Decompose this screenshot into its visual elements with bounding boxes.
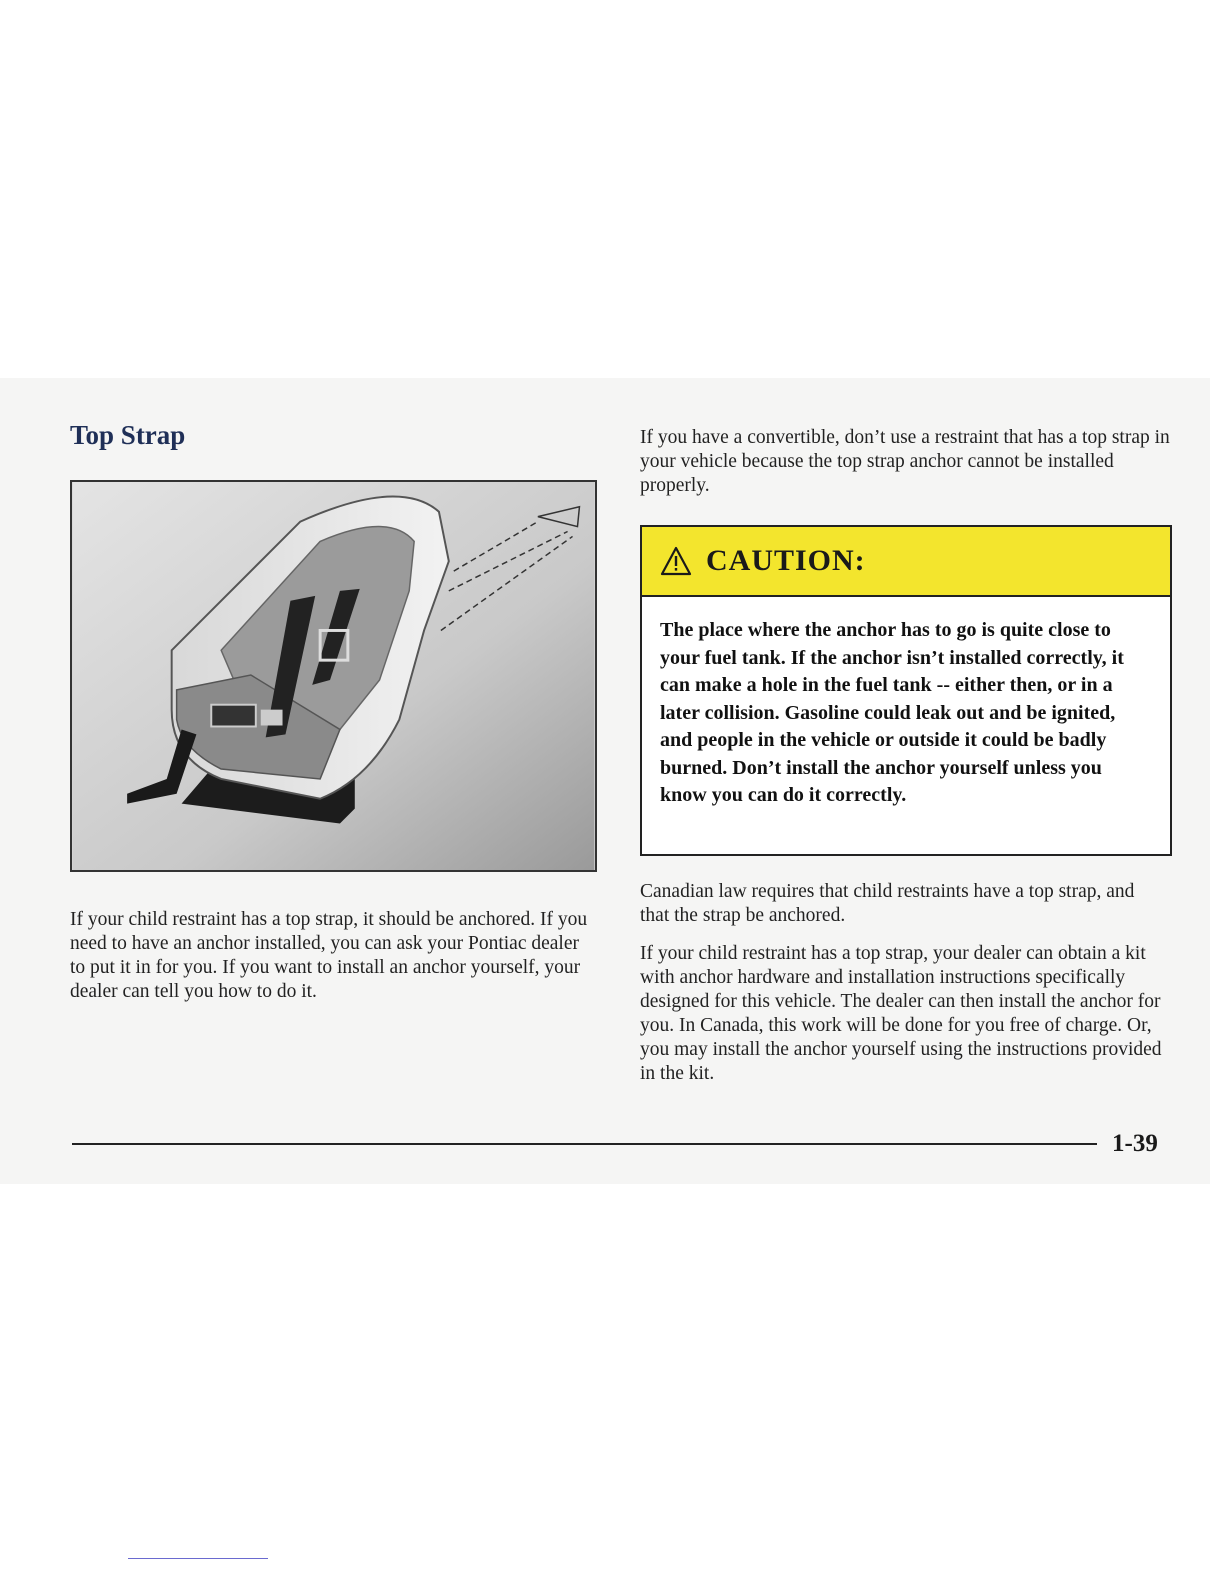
footer-rule [72, 1143, 1097, 1145]
canadian-law-paragraph: Canadian law requires that child restraints have a top strap, and that the strap be anchored. [640, 881, 1135, 926]
child-seat-top-strap-icon [72, 482, 595, 870]
dealer-kit-paragraph: If your child restraint has a top strap, your dealer can obtain a kit with anchor hardware and installation instructions specifically designed for this vehicle. The dealer can then install the anchor for you. In Canada, this work will be done for you free of charge. Or, you may install the anchor yourself using the instructions provided in the kit. [640, 943, 1162, 1084]
section-heading: Top Strap [70, 420, 186, 450]
child-seat-illustration [70, 480, 597, 872]
caution-text: The place where the anchor has to go is quite close to your fuel tank. If the anchor isn’t installed correctly, it can make a hole in the fuel tank -- either then, or in a later collision. Gasoline could leak out and be ignited, and people in the vehicle or outside it could be badly burned. Don’t install the anchor yourself unless you know you can do it correctly. [660, 619, 1124, 806]
scan-artifact-line [128, 1558, 268, 1559]
left-paragraph: If your child restraint has a top strap, it should be anchored. If you need to have an anchor installed, you can ask your Pontiac dealer to put it in for you. If you want to install an anchor yourself, your dealer can tell you how to do it. [70, 909, 588, 1002]
caution-header [642, 527, 1170, 597]
warning-triangle-icon [660, 546, 692, 576]
caution-title: CAUTION: [706, 544, 866, 577]
page-number: 1-39 [1112, 1130, 1158, 1157]
caution-box [640, 525, 1172, 856]
convertible-paragraph: If you have a convertible, don’t use a restraint that has a top strap in your vehicle because the top strap anchor cannot be installed properly. [640, 427, 1170, 496]
